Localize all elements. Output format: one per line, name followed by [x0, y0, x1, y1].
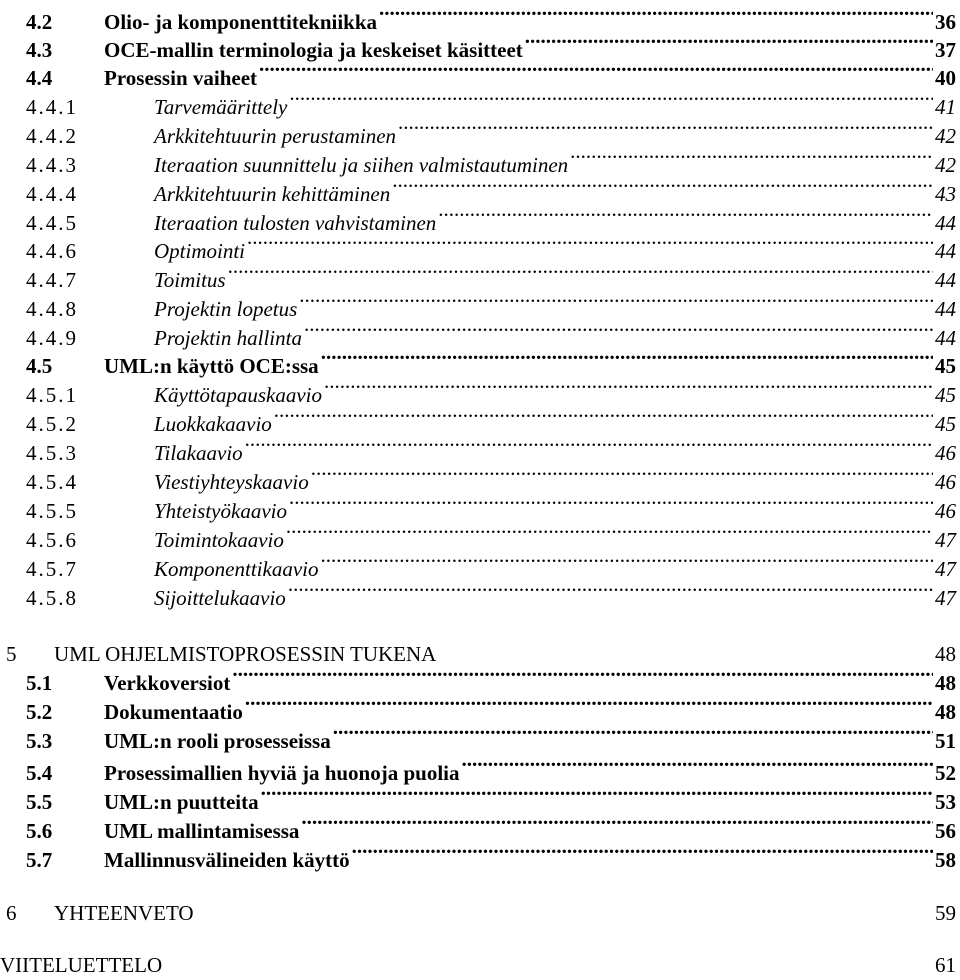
section-title: OCE-mallin terminologia ja keskeiset käsitteet [104, 36, 525, 65]
dot-leader [333, 719, 933, 748]
section-title: VIITELUETTELO [0, 951, 164, 980]
section-title: Tarvemäärittely [154, 93, 289, 122]
section-title: Viestiyhteyskaavio [154, 468, 311, 497]
section-title: Prosessimallien hyviä ja huonoja puolia [104, 759, 462, 788]
page-number: 47 [933, 584, 956, 613]
dot-leader [274, 402, 933, 431]
section-number: 5.6 [26, 819, 53, 843]
section-title: Toimitus [154, 266, 228, 295]
spacer [438, 632, 933, 661]
page-number: 46 [933, 439, 956, 468]
dot-leader [570, 143, 933, 172]
section-number: 4.2 [26, 10, 53, 34]
section-title: Olio- ja komponenttitekniikka [104, 8, 379, 37]
section-number: 5.7 [26, 848, 53, 872]
page-number: 61 [933, 951, 956, 980]
section-number: 4.5.1 [26, 383, 78, 407]
toc-chapter[interactable] [0, 891, 960, 925]
page-number: 48 [933, 669, 956, 698]
page-number: 47 [933, 555, 956, 584]
section-title: Arkkitehtuurin perustaminen [154, 122, 398, 151]
section-title: UML mallintamisessa [104, 817, 301, 846]
toc-entry[interactable] [0, 143, 960, 177]
dot-leader [245, 690, 933, 719]
dot-leader [321, 344, 933, 373]
toc-entry[interactable] [0, 114, 960, 148]
section-number: 5 [6, 642, 17, 666]
section-title: YHTEENVETO [54, 899, 196, 928]
dot-leader [289, 489, 933, 518]
page-number: 48 [933, 698, 956, 727]
dot-leader [289, 85, 933, 114]
page-number: 44 [933, 266, 956, 295]
section-number: 5.4 [26, 761, 53, 785]
section-number: 4.5 [26, 354, 53, 378]
page-number: 47 [933, 526, 956, 555]
page-number: 46 [933, 468, 956, 497]
section-number: 4.3 [26, 38, 53, 62]
spacer [164, 943, 933, 972]
section-title: Dokumentaatio [104, 698, 245, 727]
toc-chapter[interactable] [0, 943, 960, 977]
dot-leader [311, 460, 933, 489]
dot-leader [462, 751, 933, 780]
toc-entry[interactable] [0, 0, 960, 34]
section-title: Optimointi [154, 237, 247, 266]
section-number: 5.1 [26, 671, 53, 695]
section-title: Verkkoversiot [104, 669, 232, 698]
section-title: Komponenttikaavio [154, 555, 320, 584]
section-title: UML OHJELMISTOPROSESSIN TUKENA [54, 640, 438, 669]
page-number: 42 [933, 122, 956, 151]
section-number: 4.4.4 [26, 182, 78, 206]
toc-entry[interactable] [0, 316, 960, 350]
spacer [196, 891, 933, 920]
section-number: 4.5.5 [26, 499, 78, 523]
section-number: 4.4 [26, 66, 53, 90]
dot-leader [245, 431, 933, 460]
section-number: 5.2 [26, 700, 53, 724]
section-number: 4.4.5 [26, 211, 78, 235]
section-title: Iteraation tulosten vahvistaminen [154, 209, 438, 238]
page-number: 43 [933, 180, 956, 209]
section-number: 4.4.6 [26, 239, 78, 263]
section-number: 4.5.6 [26, 528, 78, 552]
dot-leader [288, 576, 933, 605]
page-number: 42 [933, 151, 956, 180]
section-number: 4.4.3 [26, 153, 78, 177]
section-number: 4.4.7 [26, 268, 78, 292]
section-number: 4.5.7 [26, 557, 78, 581]
toc-entry[interactable] [0, 518, 960, 552]
dot-leader [304, 316, 933, 345]
page-number: 58 [933, 846, 956, 875]
page-number: 53 [933, 788, 956, 817]
toc-entry[interactable] [0, 576, 960, 610]
section-title: Arkkitehtuurin kehittäminen [154, 180, 392, 209]
page-number: 44 [933, 209, 956, 238]
toc-chapter[interactable] [0, 632, 960, 666]
section-title: Projektin lopetus [154, 295, 299, 324]
page-number: 41 [933, 93, 956, 122]
page-number: 51 [933, 727, 956, 756]
section-number: 4.4.9 [26, 326, 78, 350]
dot-leader [398, 114, 933, 143]
section-title: Mallinnusvälineiden käyttö [104, 846, 352, 875]
page-number: 40 [933, 64, 956, 93]
section-title: Luokkakaavio [154, 410, 274, 439]
dot-leader [379, 0, 933, 29]
toc-entry[interactable] [0, 460, 960, 494]
section-number: 4.4.2 [26, 124, 78, 148]
section-number: 4.5.2 [26, 412, 78, 436]
toc-entry[interactable] [0, 344, 960, 378]
dot-leader [324, 373, 933, 402]
dot-leader [301, 809, 933, 838]
section-title: Käyttötapauskaavio [154, 381, 324, 410]
dot-leader [525, 28, 933, 57]
toc-entry[interactable] [0, 229, 960, 263]
page-number: 52 [933, 759, 956, 788]
dot-leader [320, 547, 933, 576]
section-title: Sijoittelukaavio [154, 584, 288, 613]
page-number: 44 [933, 324, 956, 353]
page-number: 44 [933, 295, 956, 324]
page-number: 48 [933, 640, 956, 669]
dot-leader [228, 258, 933, 287]
section-number: 4.5.4 [26, 470, 78, 494]
section-title: UML:n käyttö OCE:ssa [104, 352, 321, 381]
section-number: 4.4.1 [26, 95, 78, 119]
section-number: 4.5.8 [26, 586, 78, 610]
page-number: 37 [933, 36, 956, 65]
page-number: 45 [933, 410, 956, 439]
toc-entry[interactable] [0, 547, 960, 581]
section-number: 4.5.3 [26, 441, 78, 465]
toc-entry[interactable] [0, 258, 960, 292]
section-title: Yhteistyökaavio [154, 497, 289, 526]
dot-leader [352, 838, 933, 867]
toc-entry[interactable] [0, 489, 960, 523]
section-title: Projektin hallinta [154, 324, 304, 353]
page-number: 45 [933, 352, 956, 381]
toc-entry[interactable] [0, 431, 960, 465]
page-number: 45 [933, 381, 956, 410]
section-title: Toimintokaavio [154, 526, 286, 555]
section-number: 6 [6, 901, 17, 925]
section-number: 4.4.8 [26, 297, 78, 321]
page-number: 56 [933, 817, 956, 846]
page-number: 59 [933, 899, 956, 928]
toc-entry[interactable] [0, 201, 960, 235]
dot-leader [438, 201, 933, 230]
section-title: Iteraation suunnittelu ja siihen valmistautuminen [154, 151, 570, 180]
page-number: 44 [933, 237, 956, 266]
dot-leader [286, 518, 933, 547]
section-number: 5.3 [26, 729, 53, 753]
page-number: 36 [933, 8, 956, 37]
toc-entry[interactable] [0, 287, 960, 321]
section-title: UML:n puutteita [104, 788, 261, 817]
section-title: UML:n rooli prosesseissa [104, 727, 333, 756]
section-title: Tilakaavio [154, 439, 245, 468]
dot-leader [299, 287, 933, 316]
toc-entry[interactable] [0, 402, 960, 436]
section-number: 5.5 [26, 790, 53, 814]
page-number: 46 [933, 497, 956, 526]
section-title: Prosessin vaiheet [104, 64, 259, 93]
